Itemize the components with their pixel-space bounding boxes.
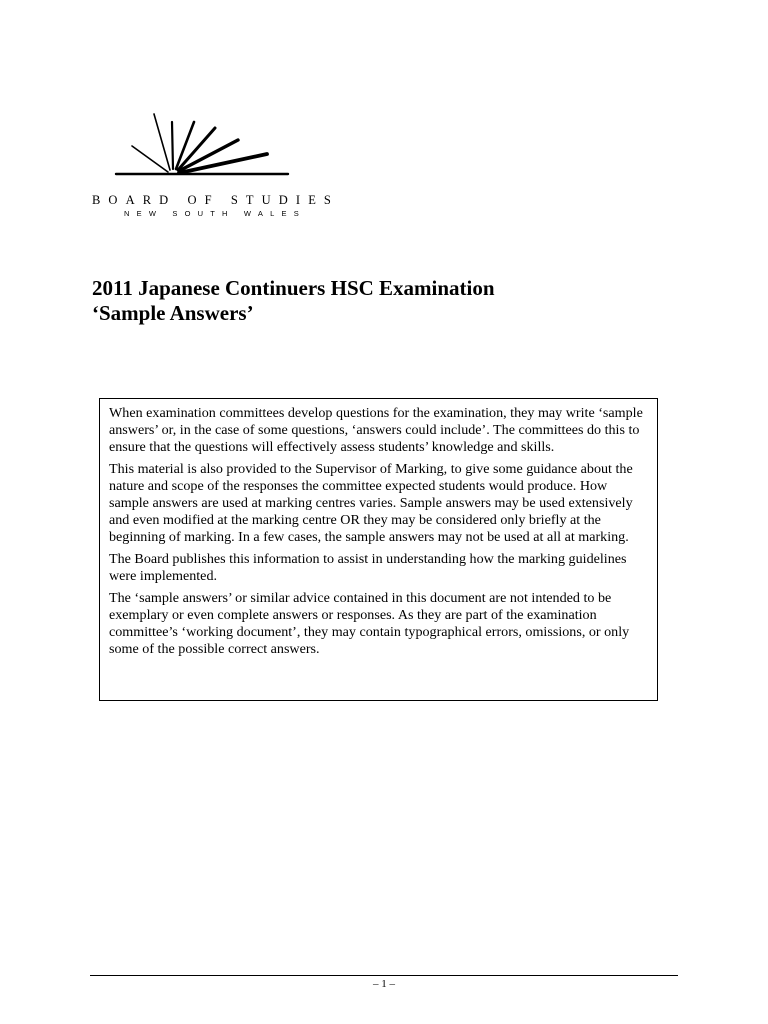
document-title-line-2: ‘Sample Answers’ <box>92 301 254 325</box>
notice-paragraph-4: The ‘sample answers’ or similar advice contained in this document are not intended to be exemplary or even complete answers or responses. As they are part of the examination committee’s ‘working document’, they may contain typographical errors, omissions, or only some of the possible correct answers. <box>109 590 630 657</box>
footer-divider <box>90 975 678 976</box>
sample-answers-notice-box <box>99 398 658 701</box>
organisation-name: BOARD OF STUDIES <box>92 193 339 207</box>
notice-paragraph-1: When examination committees develop questions for the examination, they may write ‘sample answers’ or, in the case of some questions, ‘answers could include’. The committees do this to ensure that the questions will effectively assess students’ knowledge and skills. <box>109 405 643 455</box>
board-of-studies-logo-icon <box>112 100 292 180</box>
document-title-line-1: 2011 Japanese Continuers HSC Examination <box>92 276 495 300</box>
notice-paragraph-2: This material is also provided to the Supervisor of Marking, to give some guidance about the nature and scope of the responses the committee expected students would produce. How sample answers are used at marking centres varies. Sample answers may be used extensively and even modified at the marking centre OR they may be considered only briefly at the beginning of marking. In a few cases, the sample answers may not be used at all at marking. <box>109 461 633 545</box>
notice-paragraph-3: The Board publishes this information to assist in understanding how the marking guidelines were implemented. <box>109 551 627 584</box>
page-number: – 1 – <box>373 978 395 990</box>
document-title <box>92 276 692 326</box>
organisation-subtitle: NEW SOUTH WALES <box>124 209 306 218</box>
